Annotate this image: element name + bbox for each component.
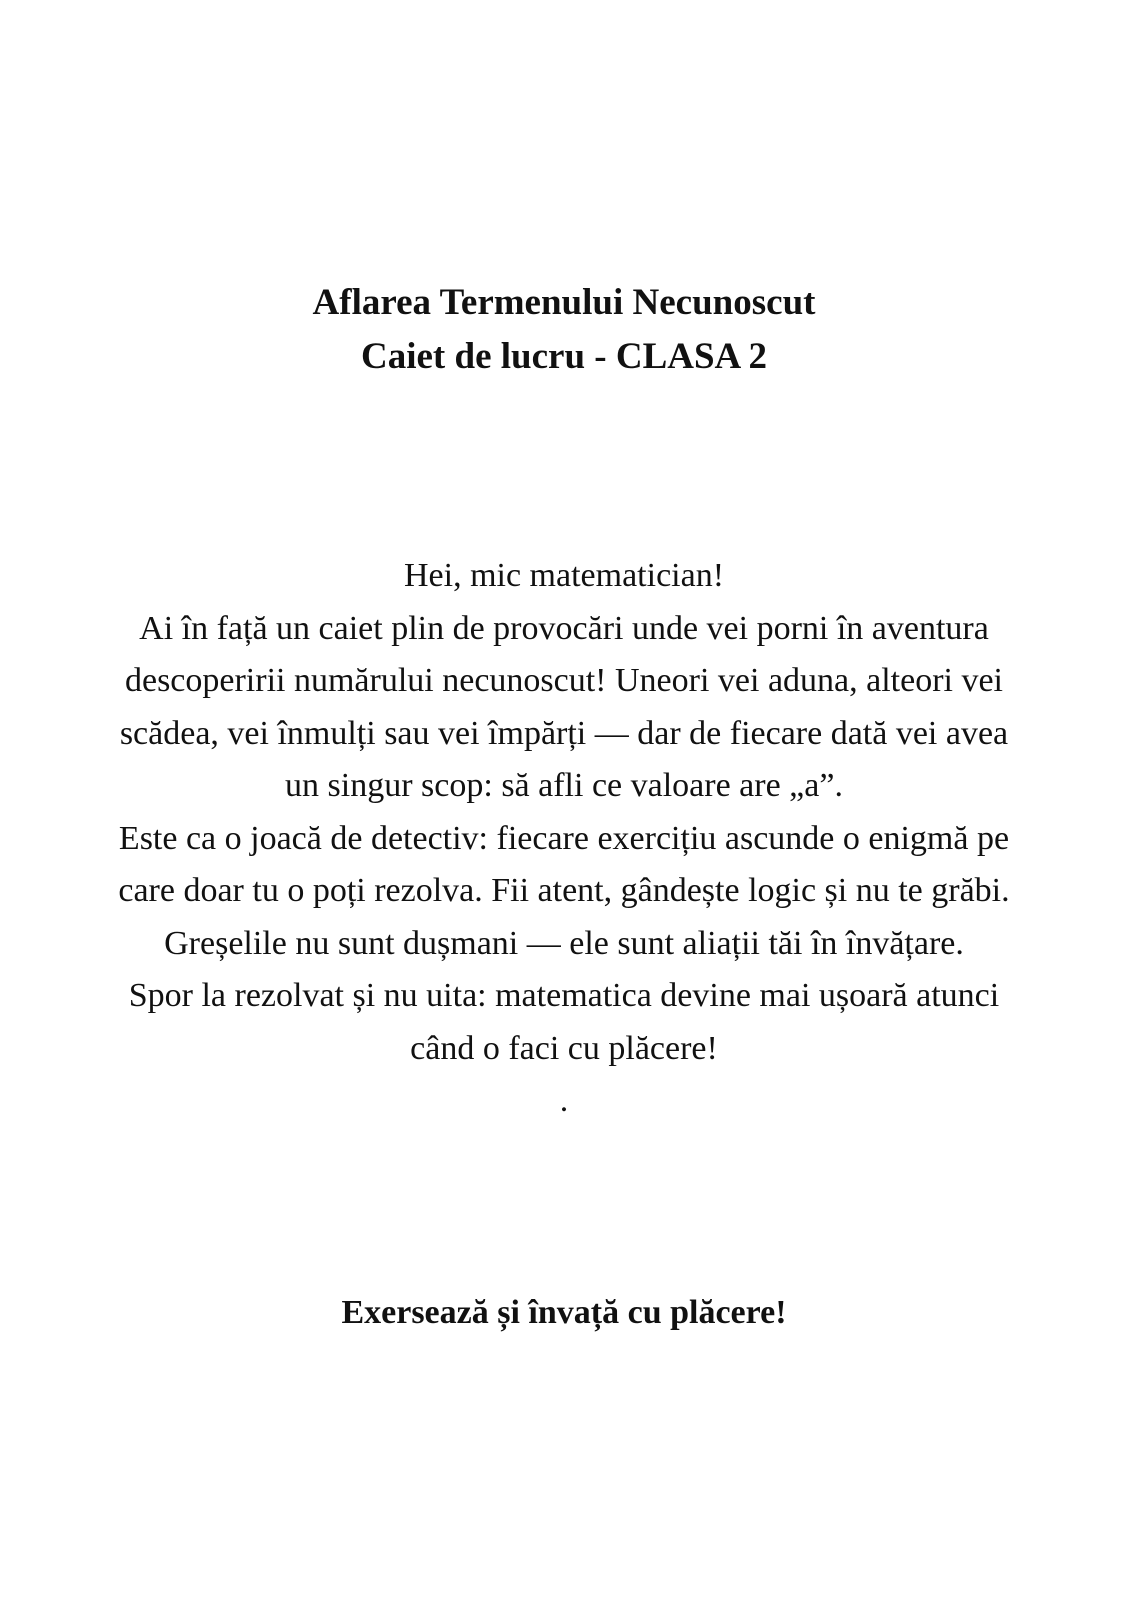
title-line-1: Aflarea Termenului Necunoscut [312, 282, 816, 323]
separator-dot: . [559, 1082, 569, 1119]
intro-paragraph-1: Ai în față un caiet plin de provocări unde vei porni în aventura descoperirii numărului necunoscut! Uneori vei aduna, alteori vei scădea, vei înmulți sau vei împărți — dar de fiecare dată vei avea un singur scop: să afli ce valoare are „a”. [119, 609, 1009, 804]
title-line-2: Caiet de lucru - CLASA 2 [361, 336, 767, 377]
greeting-line: Hei, mic matematician! [403, 557, 725, 594]
intro-paragraph-2: Este ca o joacă de detectiv: fiecare exercițiu ascunde o enigmă pe care doar tu o poți rezolva. Fii atent, gândește logic și nu te grăbi. Greșelile nu sunt dușmani — ele sunt aliații tăi în învățare. [118, 819, 1010, 962]
intro-paragraph-3: Spor la rezolvat și nu uita: matematica devine mai ușoară atunci când o faci cu plăcere! [128, 977, 1000, 1067]
intro-text [110, 550, 1018, 1127]
closing-line: Exersează și învață cu plăcere! [341, 1294, 787, 1331]
document-title [0, 276, 1128, 384]
